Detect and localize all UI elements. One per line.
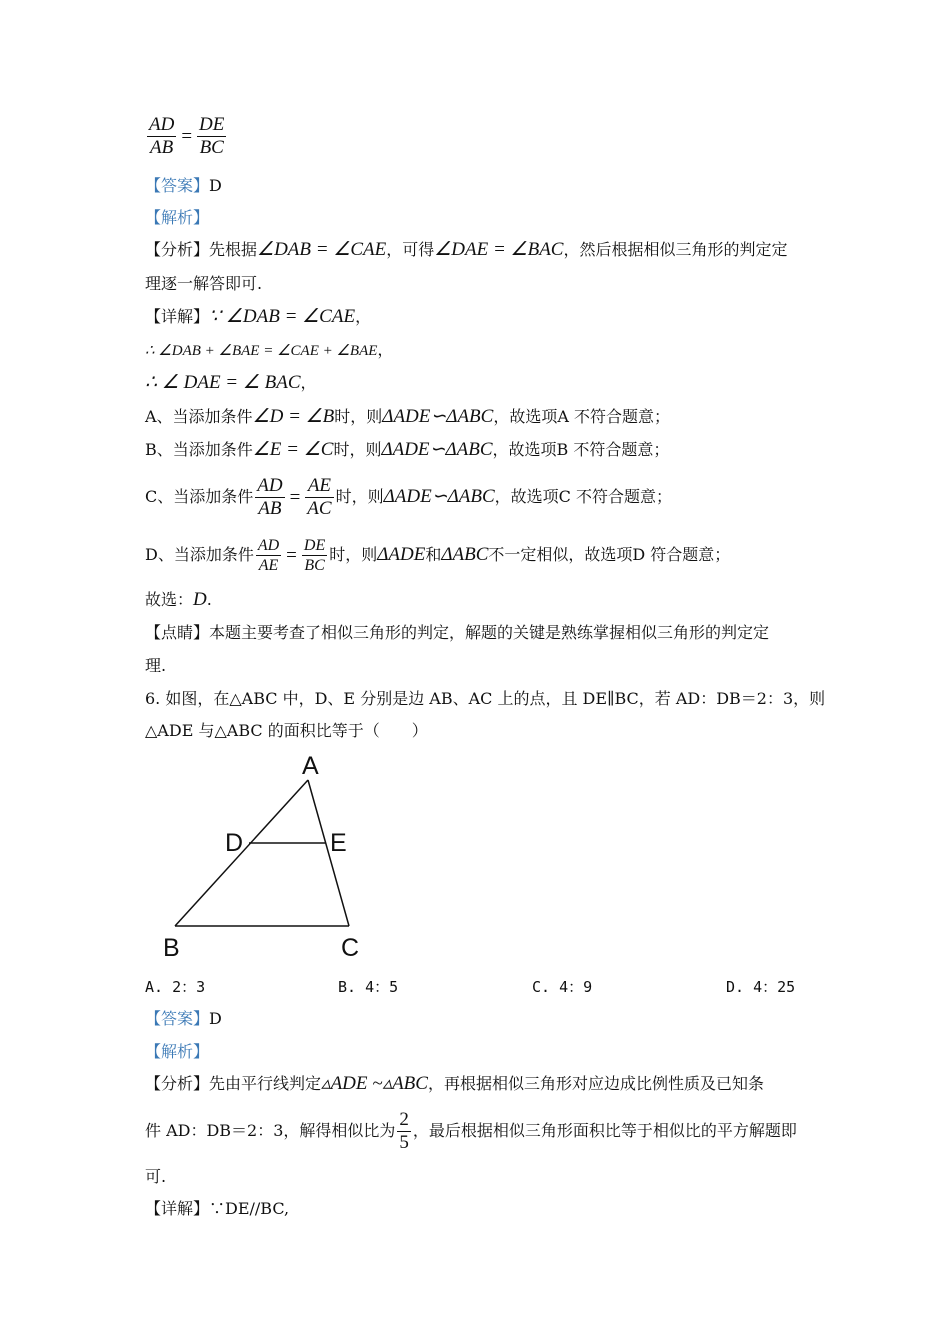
- q6-fenxi-line1: [145, 1072, 764, 1096]
- q6-fenxi-line2: [145, 1106, 797, 1156]
- fraction-ae-ac: [305, 475, 333, 520]
- denominator: AB: [258, 498, 282, 519]
- q5-dianjing-line2: [145, 654, 166, 678]
- numerator: DE: [199, 114, 225, 135]
- math-expression: ∠E = ∠C: [252, 439, 334, 460]
- xiangjie-tag: 【详解】: [145, 1199, 210, 1218]
- text: 本题主要考查了相似三角形的判定，解题的关键是熟练掌握相似三角形的判定定: [209, 623, 770, 642]
- text: A、当添加条件: [145, 407, 253, 426]
- label-e: E: [330, 829, 347, 857]
- denominator: 5: [399, 1132, 409, 1153]
- text: 理.: [145, 656, 167, 675]
- xiangjie-tag: 【详解】: [145, 307, 210, 326]
- math-expression: ∴ ∠DAB + ∠BAE = ∠CAE + ∠BAE: [145, 343, 378, 359]
- comma: ，: [377, 340, 394, 359]
- math-expression: ΔADE∽ΔABC: [383, 486, 495, 507]
- text: 时，则: [333, 440, 382, 459]
- fenxi-tag: 【分析】: [145, 1074, 210, 1093]
- text: ，再根据相似三角形对应边成比例性质及已知条: [427, 1074, 764, 1093]
- equals-sign: =: [181, 125, 193, 147]
- text: 先由平行线判定: [209, 1074, 322, 1093]
- text: 不一定相似，故选项D 符合题意；: [488, 545, 731, 564]
- numerator: AD: [257, 537, 280, 554]
- text: .: [206, 590, 212, 609]
- answer-value: D: [209, 176, 222, 195]
- q6-option-d: D. 4：25: [726, 978, 796, 996]
- fraction-de-bc: [197, 114, 226, 159]
- q6-stem-line1: [145, 687, 825, 711]
- answer-tag: 【答案】: [145, 1009, 210, 1028]
- q6-option-a: A. 2：3: [145, 978, 206, 996]
- text: D、当添加条件: [145, 545, 254, 564]
- q6-fenxi-line3: [145, 1165, 166, 1189]
- q6-stem-line2: [145, 719, 428, 743]
- q5-xiangjie-line3: [145, 371, 317, 395]
- text: 时，则: [334, 407, 383, 426]
- text: ，故选项A 不符合题意；: [493, 407, 670, 426]
- text: ，故选项B 不符合题意；: [492, 440, 670, 459]
- equals-sign: =: [289, 486, 301, 508]
- label-d: D: [225, 829, 244, 857]
- q5-option-b-line: [145, 438, 669, 462]
- numerator: AD: [257, 475, 283, 496]
- q5-option-c-line: [145, 472, 672, 523]
- math-expression: ΔADE: [377, 544, 426, 565]
- q6-analysis-tag: [145, 1040, 209, 1064]
- q5-fenxi-line1: [145, 238, 788, 262]
- q5-answer: [145, 174, 222, 198]
- math-expression: ∵ ∠DAB = ∠CAE: [209, 306, 356, 327]
- analysis-tag: 【解析】: [145, 1042, 210, 1061]
- q5-guxuan: [145, 588, 212, 612]
- denominator: AC: [307, 498, 332, 519]
- text: 先根据: [209, 240, 258, 259]
- label-c: C: [341, 934, 360, 962]
- denominator: BC: [304, 557, 325, 574]
- text: C、当添加条件: [145, 487, 254, 506]
- math-expression: ▵ADE ~▵ABC: [321, 1073, 428, 1094]
- fraction-two-fifths: [397, 1109, 411, 1154]
- math-expression: ∴ ∠ DAE = ∠ BAC: [145, 372, 301, 393]
- q5-xiangjie-line1: [145, 305, 371, 329]
- fraction-ad-ab: [255, 475, 284, 520]
- question-stem: 6. 如图，在△ABC 中，D、E 分别是边 AB、AC 上的点，且 DE∥BC，若 AD：DB＝2：3，则: [145, 689, 826, 708]
- triangle-figure: [155, 750, 375, 965]
- equals-sign: =: [286, 544, 297, 566]
- denominator: AB: [150, 137, 174, 158]
- text: 可.: [145, 1167, 167, 1186]
- text: ，可得: [386, 240, 435, 259]
- label-b: B: [163, 934, 180, 962]
- label-a: A: [302, 752, 319, 780]
- math-expression: ΔADE∽ΔABC: [382, 406, 494, 427]
- q5-option-d-line: [145, 533, 730, 578]
- text: ，然后根据相似三角形的判定定: [563, 240, 788, 259]
- q5-analysis-tag: [145, 206, 209, 230]
- text: 故选：: [145, 590, 194, 609]
- q6-xiangjie-line1: [145, 1197, 289, 1221]
- text: ，故选项C 不符合题意；: [494, 487, 672, 506]
- comma: ，: [300, 373, 317, 392]
- answer-value: D: [209, 1009, 222, 1028]
- text: 和: [425, 545, 442, 564]
- analysis-tag: 【解析】: [145, 208, 210, 227]
- fenxi-tag: 【分析】: [145, 240, 210, 259]
- numerator: DE: [303, 537, 326, 554]
- q5-xiangjie-line2: [145, 338, 393, 363]
- fraction-ad-ab: [147, 114, 176, 159]
- text: 理逐一解答即可.: [145, 274, 263, 293]
- dianjing-tag: 【点睛】: [145, 623, 210, 642]
- math-expression: ΔABC: [441, 544, 489, 565]
- answer-tag: 【答案】: [145, 176, 210, 195]
- text: ∵DE//BC,: [209, 1199, 290, 1218]
- text: ，最后根据相似三角形面积比等于相似比的平方解题即: [412, 1121, 797, 1140]
- numerator: AE: [305, 475, 333, 498]
- formula-ad-ab-de-bc: [145, 114, 228, 159]
- numerator: AD: [149, 114, 175, 135]
- comma: ，: [355, 307, 372, 326]
- fraction-de-bc: [302, 536, 327, 575]
- math-expression: ∠DAE = ∠BAC: [434, 239, 564, 260]
- denominator: AE: [258, 557, 279, 574]
- math-expression: D: [193, 589, 207, 610]
- math-expression: ΔADE∽ΔABC: [381, 439, 493, 460]
- text: 件 AD：DB＝2：3，解得相似比为: [145, 1121, 396, 1140]
- numerator: 2: [399, 1109, 409, 1130]
- text: 时，则: [329, 545, 378, 564]
- q6-option-c: C. 4：9: [532, 978, 593, 996]
- fraction-ad-ae: [256, 536, 281, 575]
- q6-option-b: B. 4：5: [338, 978, 399, 996]
- q5-fenxi-line2: [145, 272, 262, 296]
- math-expression: ∠D = ∠B: [252, 406, 335, 427]
- q5-dianjing-line1: [145, 621, 769, 645]
- denominator: BC: [199, 137, 224, 158]
- q6-answer: [145, 1007, 222, 1031]
- text: 时，则: [335, 487, 384, 506]
- question-stem: △ADE 与△ABC 的面积比等于（ ）: [145, 721, 428, 740]
- math-expression: ∠DAB = ∠CAE: [257, 239, 387, 260]
- q5-option-a-line: [145, 405, 670, 429]
- text: B、当添加条件: [145, 440, 253, 459]
